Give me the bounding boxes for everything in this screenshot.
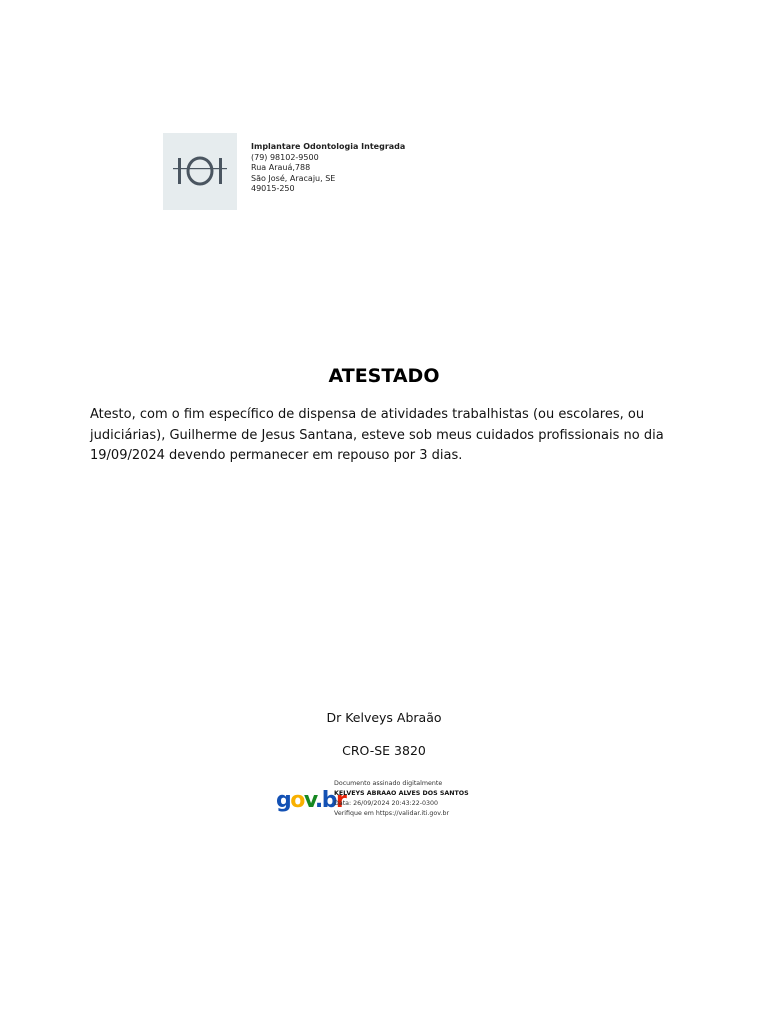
clinic-phone: (79) 98102-9500 [251, 152, 319, 162]
clinic-logo [163, 133, 237, 210]
clinic-street: Rua Arauá,788 [251, 163, 311, 172]
digital-signature-stamp [334, 779, 469, 819]
document-body: Atesto, com o fim específico de dispensa de atividades trabalhistas (ou escolares, ou judiciárias), Guilherme de Jesus Santana, esteve sob meus cuidados profissionais no dia 19/09/2024 devendo permanecer em repouso por 3 dias. [90, 407, 664, 463]
signature-date: Data: 26/09/2024 20:43:22-0300 [334, 800, 439, 807]
signer-name: KELVEYS ABRAAO ALVES DOS SANTOS [334, 790, 469, 797]
clinic-name: Implantare Odontologia Integrada [251, 142, 406, 151]
verify-link: Verifique em https://validar.iti.gov.br [334, 810, 450, 817]
govbr-logo: gov.br [276, 788, 346, 813]
doctor-name: Dr Kelveys Abraão [326, 710, 442, 725]
digital-signature-note: Documento assinado digitalmente [334, 780, 443, 787]
clinic-logo-mark [173, 153, 227, 189]
clinic-zip: 49015-250 [251, 184, 295, 193]
clinic-city: São José, Aracaju, SE [251, 173, 336, 183]
document-title: ATESTADO [328, 365, 440, 387]
doctor-cro: CRO-SE 3820 [342, 743, 426, 758]
clinic-header [251, 142, 405, 195]
